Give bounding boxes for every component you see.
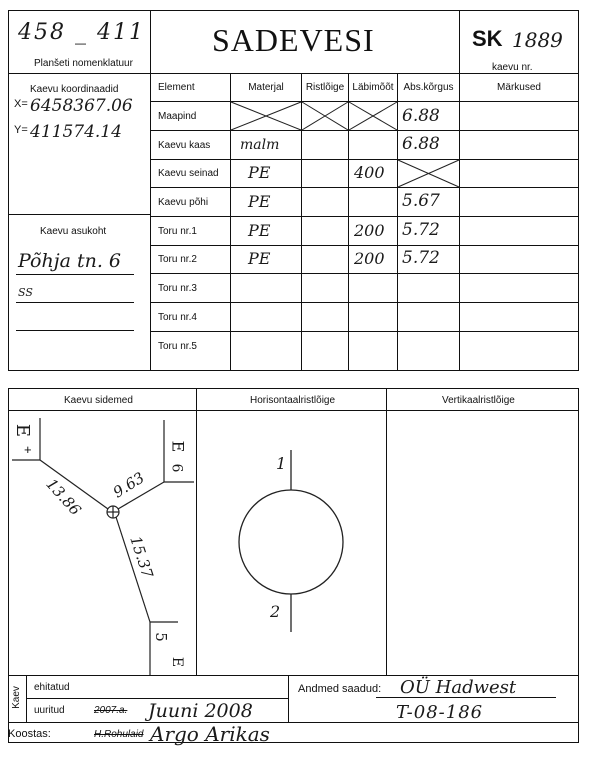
andmed-reference: T-08-186 (396, 702, 484, 723)
ref-e-bottom: E (169, 656, 186, 668)
sk-number: 1889 (512, 28, 563, 52)
y-prefix: Y= (14, 124, 28, 136)
ref-5: 5 (151, 632, 170, 642)
col1-title: Kaevu sidemed (64, 395, 133, 406)
header-labimoot: Läbimõõt (352, 82, 394, 93)
koostas-label: Koostas: (8, 728, 51, 740)
col3-title: Vertikaalristlõige (442, 395, 515, 406)
row-labimoot: 200 (354, 249, 385, 268)
x-coordinate: 6458367.06 (30, 96, 133, 116)
location-value: Põhja tn. 6 (18, 250, 121, 272)
row-element: Toru nr.3 (158, 282, 197, 294)
koostas-printed: H.Rohulaid (94, 729, 144, 740)
row-materjal: PE (248, 221, 271, 240)
row-element: Toru nr.1 (158, 225, 197, 237)
page-title: SADEVESI (212, 22, 375, 58)
header-markused: Märkused (497, 82, 541, 93)
andmed-label: Andmed saadud: (298, 683, 382, 695)
row-materjal: PE (248, 192, 271, 211)
uuritud-handwritten: Juuni 2008 (148, 700, 253, 722)
andmed-company: OÜ Hadwest (400, 677, 517, 698)
uuritud-printed: 2007.a. (94, 705, 128, 716)
row-materjal: PE (248, 249, 271, 268)
x-prefix: X= (14, 98, 28, 110)
distance-1: 13.86 (42, 475, 85, 519)
ref-6: 6 (168, 463, 185, 473)
coords-label: Kaevu koordinaadid (30, 84, 119, 95)
row-element: Maapind (158, 110, 197, 122)
row-element: Toru nr.4 (158, 311, 197, 323)
header-materjal: Materjal (248, 82, 284, 93)
row-materjal: PE (248, 163, 271, 182)
y-coordinate: 411574.14 (30, 122, 122, 142)
row-element: Kaevu seinad (158, 168, 219, 179)
row-abs: 6.88 (402, 106, 440, 126)
header-ristloige: Ristlõige (305, 82, 345, 93)
distance-2: 9.63 (109, 468, 148, 502)
ehitatud-label: ehitatud (34, 682, 70, 693)
plus-mark: + (24, 442, 32, 457)
row-element: Toru nr.2 (158, 254, 197, 265)
header-element: Element (158, 82, 195, 93)
sheet-label: Planšeti nomenklatuur (34, 58, 133, 69)
col2-title: Horisontaalristlõige (250, 395, 336, 406)
row-abs: 5.67 (402, 191, 440, 211)
pipe-1-label: 1 (276, 454, 287, 473)
row-element: Kaevu kaas (158, 139, 211, 151)
row-abs: 5.72 (402, 220, 440, 240)
well-number-label: kaevu nr. (492, 62, 533, 73)
row-labimoot: 400 (354, 163, 385, 182)
location-extra: SS (18, 286, 33, 299)
kaev-label: Kaev (10, 686, 22, 709)
row-abs: 6.88 (402, 134, 440, 154)
sk-prefix: SK (472, 26, 503, 51)
location-label: Kaevu asukoht (40, 226, 107, 237)
uuritud-label: uuritud (34, 705, 65, 716)
ref-e-top-left: E (12, 423, 34, 438)
distance-3: 15.37 (126, 533, 157, 581)
row-labimoot: 200 (354, 221, 385, 240)
pipe-2-label: 2 (270, 602, 281, 621)
koostas-handwritten: Argo Arikas (150, 722, 270, 746)
header-abs-korgus: Abs.kõrgus (403, 82, 454, 93)
ref-e-top-right: E (168, 440, 188, 453)
sheet-number: 458 _ 411 (18, 20, 145, 45)
row-element: Toru nr.5 (158, 340, 197, 352)
row-abs: 5.72 (402, 248, 440, 268)
row-materjal: malm (240, 137, 280, 153)
row-element: Kaevu põhi (158, 196, 209, 208)
